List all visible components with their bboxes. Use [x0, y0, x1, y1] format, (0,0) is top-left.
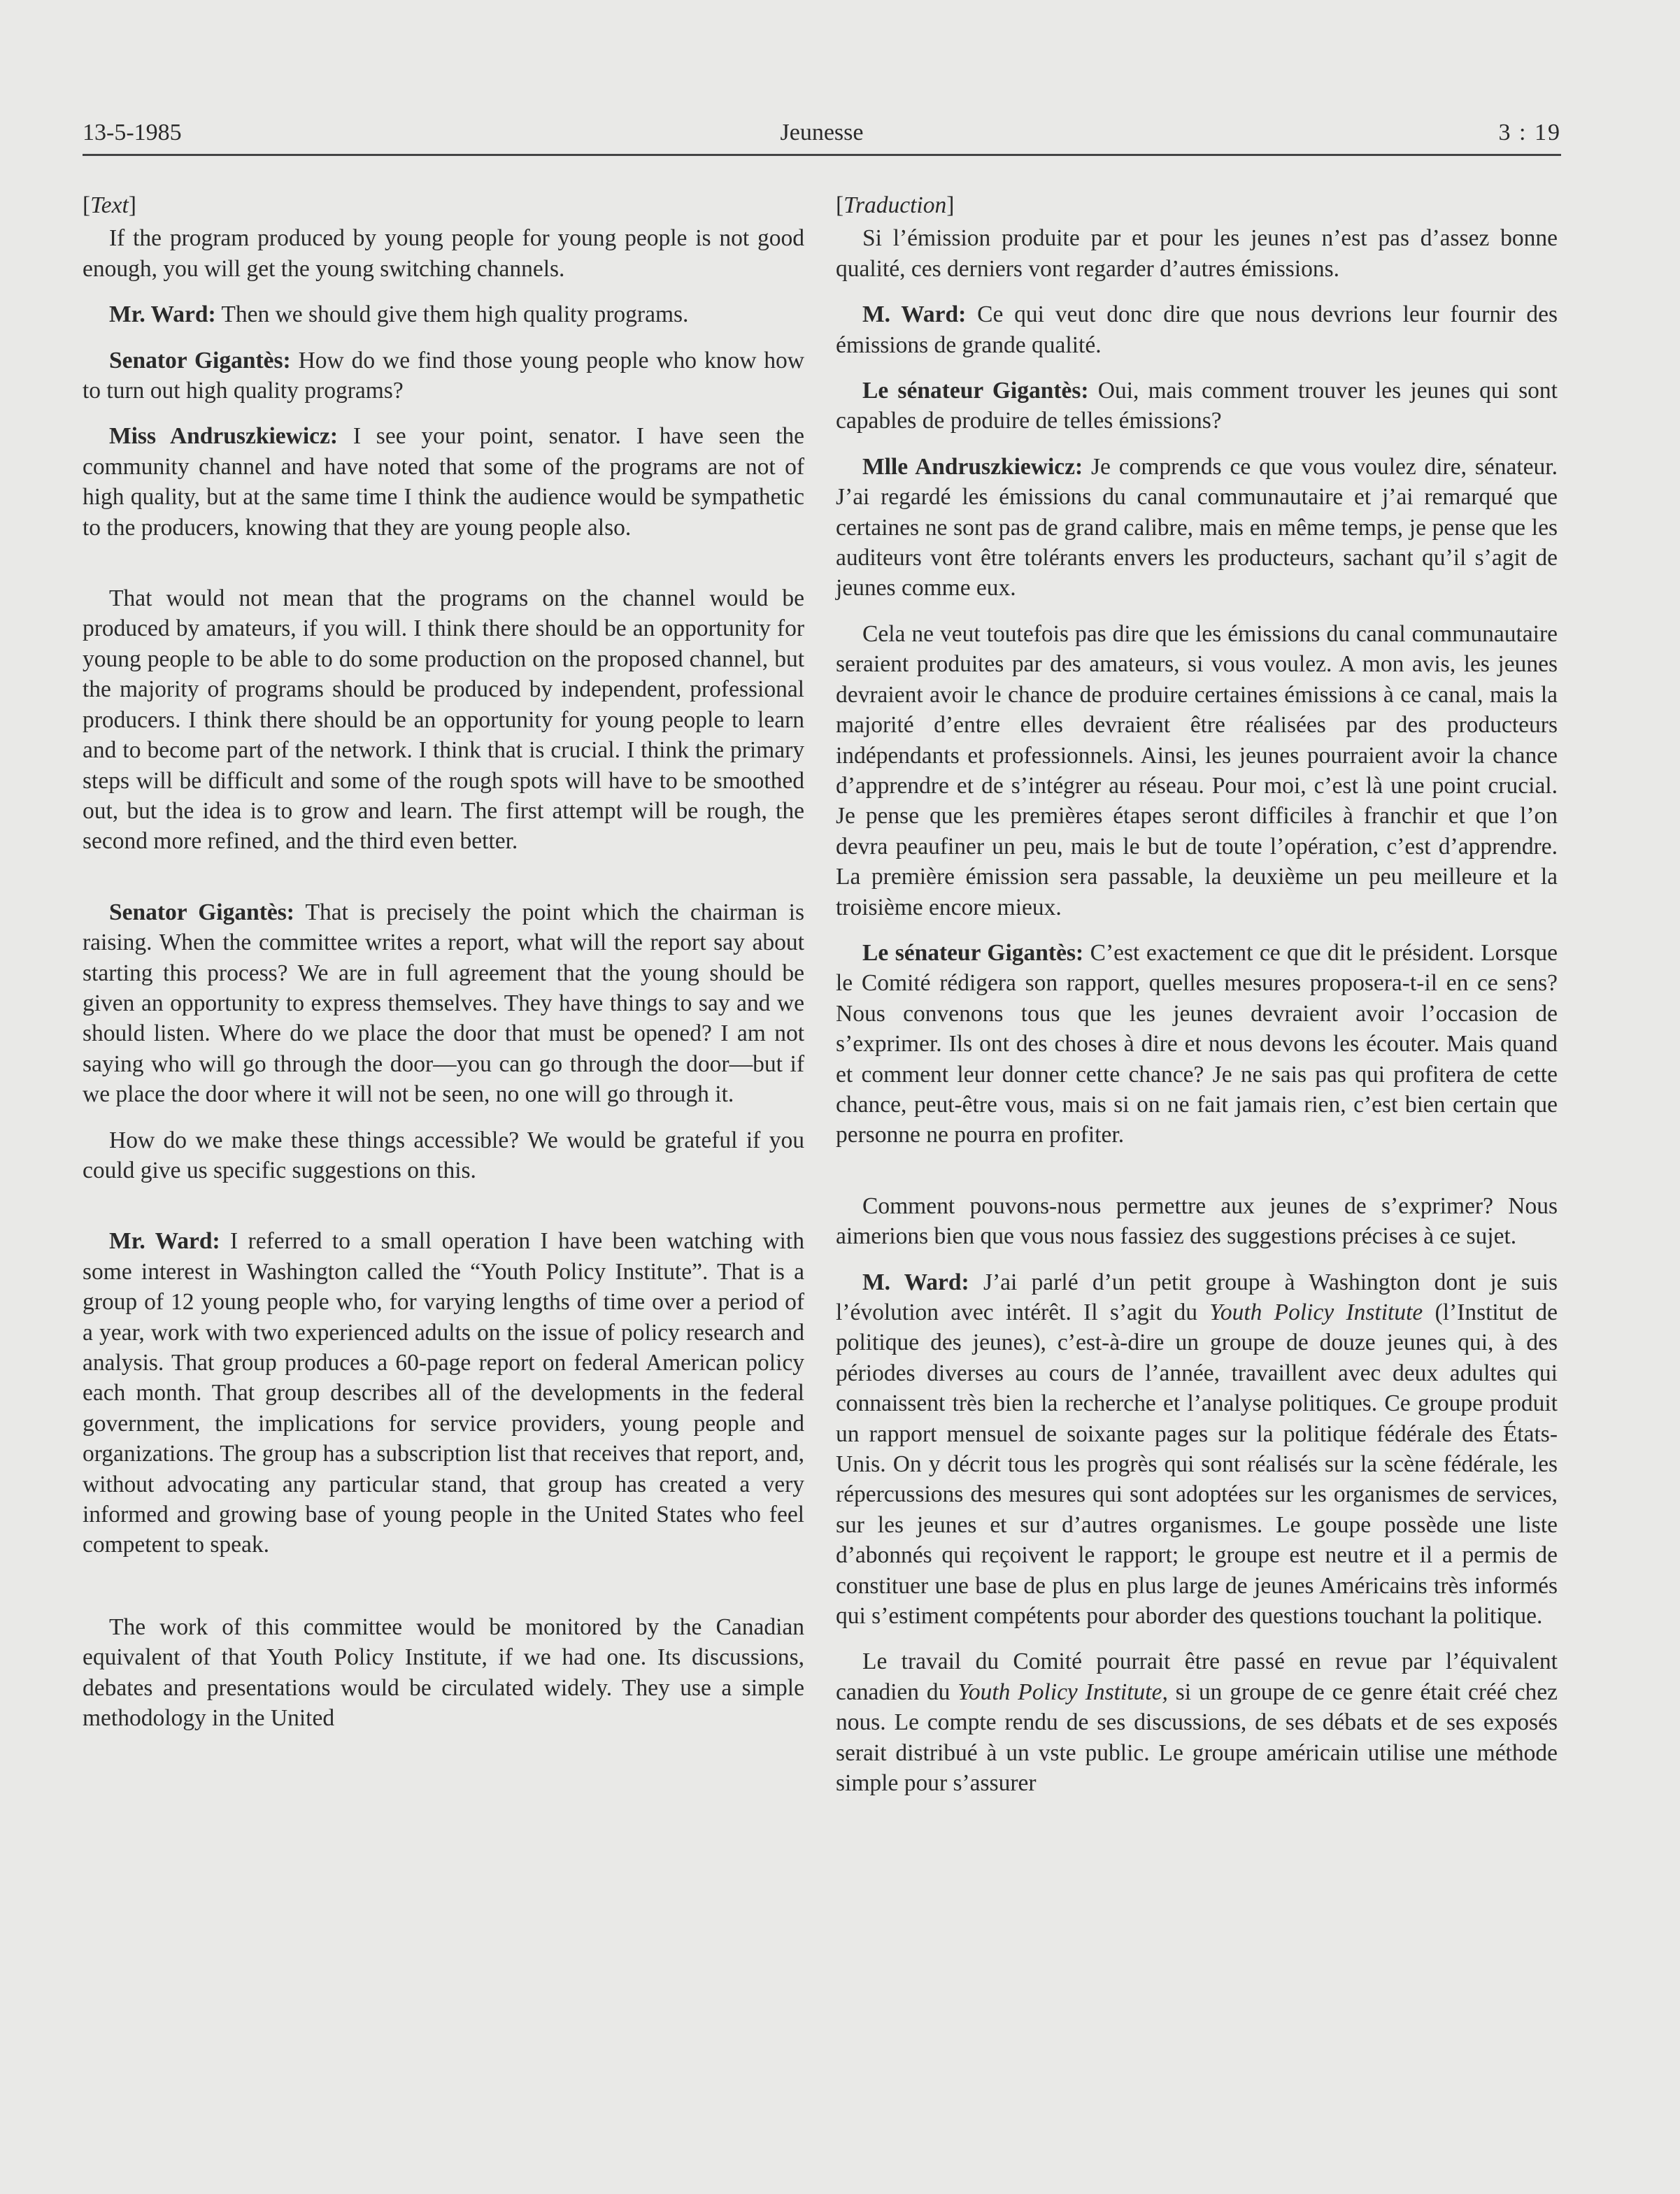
english-column [83, 190, 804, 1733]
paragraph: The work of this committee would be monitored by the Canadian equivalent of that Youth Policy Institute, if we had one. Its discussions, debates and presentations would be circulated widely. They use a simple methodology in the United [83, 1614, 804, 1732]
speaker: Mr. Ward: [109, 301, 216, 328]
paragraph: Le travail du Comité pourrait être passé en revue par l’équivalent canadien du Youth Policy Institute, si un groupe de ce genre était créé chez nous. Le compte rendu de ses discussions, de ses débats et de ses exposés serait distribué à un vste public. Le groupe américain utilise une méthode simple pour s’assurer [836, 1648, 1558, 1797]
text-label: [Text] [83, 192, 136, 218]
paragraph: Si l’émission produite par et pour les jeunes n’est pas d’assez bonne qualité, ces derniers vont regarder d’autres émissions. [836, 225, 1558, 282]
page-header [83, 117, 1561, 156]
speaker: Senator Gigantès: [109, 347, 291, 373]
paragraph: M. Ward: J’ai parlé d’un petit groupe à Washington dont je suis l’évolution avec intérêt. Il s’agit du Youth Policy Institute (l’Institut de politique des jeunes), c’est-à-dire un groupe de douze jeunes qui, à des périodes diverses au cours de l’année, travaillent avec deux adultes qui connaissent très bien la recherche et l’analyse politiques. Ce groupe produit un rapport mensuel de soixante pages sur la politique fédérale des États-Unis. On y décrit tous les progrès qui sont réalisés sur la scène fédérale, les répercussions des mesures qui sont adoptées sur les organismes de services, sur les jeunes et sur d’autres organismes. Le goupe possède une liste d’abonnés qui reçoivent le rapport; le groupe est neutre et il a permis de constituer une base de plus en plus large de jeunes Américains très informés qui s’estiment compétents pour aborder des questions touchant la politique. [836, 1269, 1558, 1630]
paragraph: Miss Andruszkiewicz: I see your point, senator. I have seen the community channel and have noted that some of the programs are not of high quality, but at the same time I think the audience would be sympathetic to the producers, knowing that they are young people also. [83, 423, 805, 541]
paragraph: Senator Gigantès: How do we find those young people who know how to turn out high quality programs? [83, 347, 804, 404]
speaker: Miss Andruszkiewicz: [109, 423, 339, 450]
header-title: Jeunesse [780, 120, 864, 145]
speaker: Senator Gigantès: [109, 899, 294, 925]
paragraph: That would not mean that the programs on the channel would be produced by amateurs, if you will. I think there should be an opportunity for young people to be able to do some production on the proposed channel, but the majority of programs should be produced by independent, professional producers. I think there should be an opportunity for young people to learn and to become part of the network. I think that is crucial. I think the primary steps will be difficult and some of the rough spots will have to be smoothed out, but the idea is to grow and learn. The first attempt will be rough, the second more refined, and the third even better. [83, 585, 804, 855]
header-date: 13-5-1985 [83, 120, 182, 145]
paragraph: Mr. Ward: Then we should give them high quality programs. [109, 301, 689, 328]
speaker: Le sénateur Gigantès: [862, 378, 1089, 404]
header-page-number: 3 : 19 [1498, 120, 1561, 145]
speaker: Le sénateur Gigantès: [862, 939, 1084, 966]
paragraph: How do we make these things accessible? We would be grateful if you could give us specific suggestions on this. [83, 1127, 804, 1183]
speaker: Mlle Andruszkiewicz: [862, 453, 1083, 480]
paragraph: If the program produced by young people for young people is not good enough, you will get the young switching channels. [83, 225, 804, 282]
paragraph: Cela ne veut toutefois pas dire que les émissions du canal communautaire seraient produites par des amateurs, si vous voulez. A mon avis, les jeunes devraient avoir le chance de produire certaines émissions à ce canal, mais la majorité d’entre elles devraient être réalisées par des producteurs indépendants et professionnels. Ainsi, les jeunes pourraient avoir la chance d’apprendre et de s’intégrer au réseau. Pour moi, c’est là une point crucial. Je pense que les premières étapes seront difficiles à franchir et que l’on devra peaufiner un peu, mais le but de toute l’opération, c’est d’apprendre. La première émission sera passable, la deuxième un peu meilleure et la troisième encore mieux. [836, 620, 1558, 920]
paragraph: Mlle Andruszkiewicz: Je comprends ce que vous voulez dire, sénateur. J’ai regardé les émissions du canal communautaire et j’ai remarqué que certaines ne sont pas de grand calibre, mais en même temps, je pense que les auditeurs vont être tolérants envers les producteurs, sachant qu’il s’agit de jeunes comme eux. [836, 453, 1558, 601]
paragraph: Comment pouvons-nous permettre aux jeunes de s’exprimer? Nous aimerions bien que vous nous fassiez des suggestions précises à ce sujet. [836, 1192, 1558, 1250]
paragraph: Le sénateur Gigantès: C’est exactement ce que dit le président. Lorsque le Comité rédigera son rapport, quelles mesures proposera-t-il en ce sens? Nous convenons tous que les jeunes devraient avoir l’occasion de s’exprimer. Ils ont des choses à dire et nous devons les écouter. Mais quand et comment leur donner cette chance? Je ne sais pas qui profitera de cette chance, peut-être vous, mais si on ne fait jamais rien, c’est bien certain que personne ne pourra en profiter. [836, 939, 1558, 1148]
paragraph: Senator Gigantès: That is precisely the point which the chairman is raising. When the committee writes a report, what will the report say about starting this process? We are in full agreement that the young should be given an opportunity to express themselves. They have things to say and we should listen. Where do we place the door that must be opened? I am not saying who will go through the door—you can go through the door—but if we place the door where it will not be seen, no one will go through it. [83, 899, 805, 1108]
paragraph: Le sénateur Gigantès: Oui, mais comment trouver les jeunes qui sont capables de produire de telles émissions? [836, 378, 1558, 434]
speaker: M. Ward: [862, 301, 967, 328]
speaker: Mr. Ward: [109, 1228, 220, 1255]
paragraph: Mr. Ward: I referred to a small operation I have been watching with some interest in Washington called the “Youth Policy Institute”. That is a group of 12 young people who, for varying lengths of time over a period of a year, work with two experienced adults on the issue of policy research and analysis. That group produces a 60-page report on federal American policy each month. That group describes all of the developments in the federal government, the implications for service providers, young people and organizations. The group has a subscription list that receives that report, and, without advocating any particular stand, that group has created a very informed and growing base of young people in the United States who feel competent to speak. [83, 1228, 804, 1558]
traduction-label: [Traduction] [836, 192, 955, 218]
french-column [836, 190, 1558, 1799]
paragraph: M. Ward: Ce qui veut donc dire que nous devrions leur fournir des émissions de grande qualité. [836, 301, 1558, 358]
speaker: M. Ward: [862, 1269, 969, 1295]
